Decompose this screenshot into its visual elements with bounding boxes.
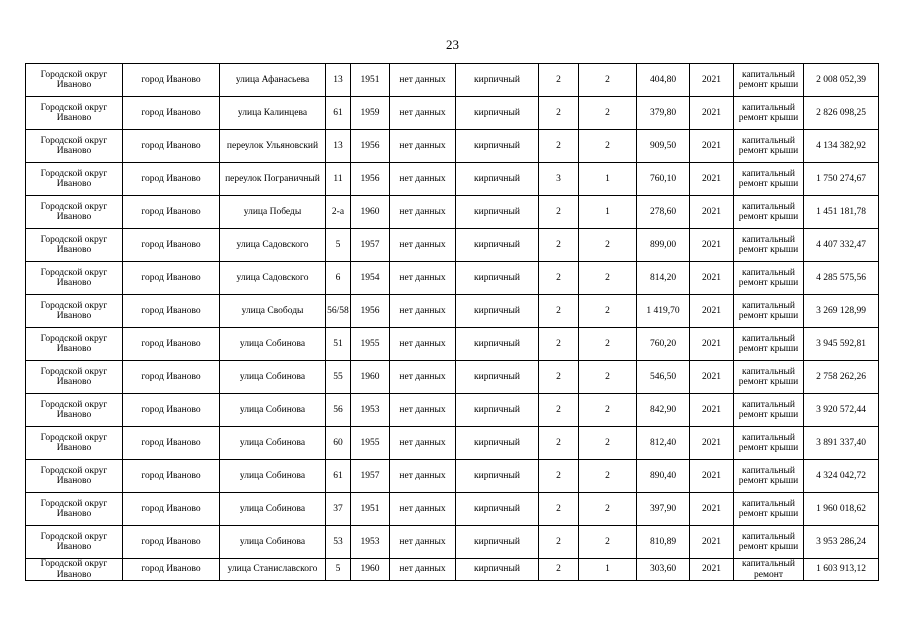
last-overhaul-cell: нет данных xyxy=(390,97,456,130)
city-cell: город Иваново xyxy=(123,229,220,262)
floors-cell: 2 xyxy=(539,427,579,460)
planned-year-cell: 2021 xyxy=(690,460,734,493)
entrances-cell: 1 xyxy=(579,559,637,581)
floors-cell: 2 xyxy=(539,295,579,328)
work-type-cell xyxy=(734,361,804,394)
district-cell: Городской округ Иваново xyxy=(26,460,123,493)
city-cell: город Иваново xyxy=(123,262,220,295)
house-number-cell: 11 xyxy=(326,163,351,196)
district-cell: Городской округ Иваново xyxy=(26,196,123,229)
year-built-cell: 1956 xyxy=(351,130,390,163)
floors-cell: 2 xyxy=(539,64,579,97)
entrances-cell: 2 xyxy=(579,262,637,295)
floors-cell: 2 xyxy=(539,361,579,394)
wall-material-cell: кирпичный xyxy=(456,361,539,394)
city-cell: город Иваново xyxy=(123,493,220,526)
year-built-cell: 1956 xyxy=(351,295,390,328)
wall-material-cell: кирпичный xyxy=(456,97,539,130)
year-built-cell: 1955 xyxy=(351,328,390,361)
wall-material-cell: кирпичный xyxy=(456,64,539,97)
house-number-cell: 61 xyxy=(326,460,351,493)
work-type-cell xyxy=(734,262,804,295)
table-row xyxy=(26,361,879,394)
last-overhaul-cell: нет данных xyxy=(390,295,456,328)
table-row xyxy=(26,493,879,526)
last-overhaul-cell: нет данных xyxy=(390,229,456,262)
work-type-cell xyxy=(734,427,804,460)
city-cell: город Иваново xyxy=(123,328,220,361)
table-row xyxy=(26,328,879,361)
floors-cell: 2 xyxy=(539,394,579,427)
district-cell: Городской округ Иваново xyxy=(26,163,123,196)
year-built-cell: 1951 xyxy=(351,493,390,526)
area-cell: 909,50 xyxy=(637,130,690,163)
last-overhaul-cell: нет данных xyxy=(390,361,456,394)
floors-cell: 2 xyxy=(539,526,579,559)
planned-year-cell: 2021 xyxy=(690,427,734,460)
cost-cell: 3 269 128,99 xyxy=(804,295,879,328)
work-type-text: капитальный ремонт крыши xyxy=(738,135,799,156)
street-cell: улица Садовского xyxy=(220,229,326,262)
work-type-text: капитальный ремонт крыши xyxy=(738,366,799,387)
street-cell: улица Победы xyxy=(220,196,326,229)
city-cell: город Иваново xyxy=(123,163,220,196)
house-number-cell: 53 xyxy=(326,526,351,559)
area-cell: 760,10 xyxy=(637,163,690,196)
work-type-cell xyxy=(734,526,804,559)
wall-material-cell: кирпичный xyxy=(456,229,539,262)
wall-material-cell: кирпичный xyxy=(456,559,539,581)
entrances-cell: 2 xyxy=(579,526,637,559)
entrances-cell: 2 xyxy=(579,295,637,328)
street-cell: переулок Пограничный xyxy=(220,163,326,196)
year-built-cell: 1959 xyxy=(351,97,390,130)
entrances-cell: 2 xyxy=(579,97,637,130)
street-cell: улица Калинцева xyxy=(220,97,326,130)
work-type-cell xyxy=(734,493,804,526)
work-type-cell xyxy=(734,163,804,196)
district-cell: Городской округ Иваново xyxy=(26,295,123,328)
floors-cell: 2 xyxy=(539,493,579,526)
floors-cell: 2 xyxy=(539,97,579,130)
area-cell: 842,90 xyxy=(637,394,690,427)
planned-year-cell: 2021 xyxy=(690,196,734,229)
house-number-cell: 55 xyxy=(326,361,351,394)
cost-cell: 1 750 274,67 xyxy=(804,163,879,196)
work-type-cell xyxy=(734,559,804,581)
work-type-text: капитальный ремонт крыши xyxy=(738,531,799,552)
street-cell: улица Афанасьева xyxy=(220,64,326,97)
house-number-cell: 2-а xyxy=(326,196,351,229)
table-row xyxy=(26,64,879,97)
entrances-cell: 2 xyxy=(579,229,637,262)
entrances-cell: 2 xyxy=(579,427,637,460)
planned-year-cell: 2021 xyxy=(690,394,734,427)
wall-material-cell: кирпичный xyxy=(456,196,539,229)
table-row xyxy=(26,97,879,130)
floors-cell: 2 xyxy=(539,328,579,361)
last-overhaul-cell: нет данных xyxy=(390,328,456,361)
district-cell: Городской округ Иваново xyxy=(26,130,123,163)
floors-cell: 2 xyxy=(539,262,579,295)
table-row xyxy=(26,427,879,460)
table-row xyxy=(26,559,879,581)
street-cell: улица Собинова xyxy=(220,427,326,460)
year-built-cell: 1954 xyxy=(351,262,390,295)
area-cell: 814,20 xyxy=(637,262,690,295)
wall-material-cell: кирпичный xyxy=(456,130,539,163)
page-number: 23 xyxy=(446,37,459,52)
cost-cell: 2 008 052,39 xyxy=(804,64,879,97)
city-cell: город Иваново xyxy=(123,97,220,130)
work-type-cell xyxy=(734,97,804,130)
table-row xyxy=(26,229,879,262)
cost-cell: 3 945 592,81 xyxy=(804,328,879,361)
work-type-text: капитальный ремонт крыши xyxy=(738,69,799,90)
cost-cell: 3 891 337,40 xyxy=(804,427,879,460)
work-type-cell xyxy=(734,196,804,229)
work-type-text: капитальный ремонт крыши xyxy=(738,201,799,222)
cost-cell: 1 603 913,12 xyxy=(804,559,879,581)
cost-cell: 4 134 382,92 xyxy=(804,130,879,163)
work-type-text: капитальный ремонт крыши xyxy=(738,465,799,486)
last-overhaul-cell: нет данных xyxy=(390,130,456,163)
city-cell: город Иваново xyxy=(123,64,220,97)
planned-year-cell: 2021 xyxy=(690,64,734,97)
area-cell: 760,20 xyxy=(637,328,690,361)
work-type-text: капитальный ремонт крыши xyxy=(738,102,799,123)
table-row xyxy=(26,130,879,163)
cost-cell: 2 758 262,26 xyxy=(804,361,879,394)
entrances-cell: 2 xyxy=(579,460,637,493)
cost-cell: 4 324 042,72 xyxy=(804,460,879,493)
year-built-cell: 1953 xyxy=(351,394,390,427)
planned-year-cell: 2021 xyxy=(690,559,734,581)
area-cell: 278,60 xyxy=(637,196,690,229)
planned-year-cell: 2021 xyxy=(690,130,734,163)
city-cell: город Иваново xyxy=(123,196,220,229)
table-row xyxy=(26,163,879,196)
area-cell: 810,89 xyxy=(637,526,690,559)
work-type-text: капитальный ремонт крыши xyxy=(738,333,799,354)
cost-cell: 1 451 181,78 xyxy=(804,196,879,229)
work-type-cell xyxy=(734,460,804,493)
last-overhaul-cell: нет данных xyxy=(390,493,456,526)
city-cell: город Иваново xyxy=(123,130,220,163)
work-type-cell xyxy=(734,394,804,427)
work-type-text: капитальный ремонт крыши xyxy=(738,498,799,519)
house-number-cell: 37 xyxy=(326,493,351,526)
last-overhaul-cell: нет данных xyxy=(390,196,456,229)
cost-cell: 4 285 575,56 xyxy=(804,262,879,295)
entrances-cell: 2 xyxy=(579,328,637,361)
wall-material-cell: кирпичный xyxy=(456,493,539,526)
street-cell: улица Станиславского xyxy=(220,559,326,581)
cost-cell: 3 953 286,24 xyxy=(804,526,879,559)
district-cell: Городской округ Иваново xyxy=(26,427,123,460)
entrances-cell: 1 xyxy=(579,163,637,196)
city-cell: город Иваново xyxy=(123,559,220,581)
last-overhaul-cell: нет данных xyxy=(390,163,456,196)
wall-material-cell: кирпичный xyxy=(456,526,539,559)
work-type-text: капитальный ремонт крыши xyxy=(738,267,799,288)
house-number-cell: 5 xyxy=(326,559,351,581)
floors-cell: 2 xyxy=(539,196,579,229)
wall-material-cell: кирпичный xyxy=(456,262,539,295)
table-row xyxy=(26,526,879,559)
district-cell: Городской округ Иваново xyxy=(26,97,123,130)
work-type-text: капитальный ремонт крыши xyxy=(738,234,799,255)
cost-cell: 2 826 098,25 xyxy=(804,97,879,130)
entrances-cell: 1 xyxy=(579,196,637,229)
wall-material-cell: кирпичный xyxy=(456,460,539,493)
year-built-cell: 1957 xyxy=(351,460,390,493)
house-number-cell: 13 xyxy=(326,130,351,163)
street-cell: переулок Ульяновский xyxy=(220,130,326,163)
last-overhaul-cell: нет данных xyxy=(390,394,456,427)
house-number-cell: 5 xyxy=(326,229,351,262)
wall-material-cell: кирпичный xyxy=(456,427,539,460)
area-cell: 890,40 xyxy=(637,460,690,493)
district-cell: Городской округ Иваново xyxy=(26,64,123,97)
entrances-cell: 2 xyxy=(579,394,637,427)
year-built-cell: 1960 xyxy=(351,361,390,394)
planned-year-cell: 2021 xyxy=(690,295,734,328)
work-type-text: капитальный ремонт крыши xyxy=(738,300,799,321)
district-cell: Городской округ Иваново xyxy=(26,559,123,581)
city-cell: город Иваново xyxy=(123,460,220,493)
floors-cell: 2 xyxy=(539,559,579,581)
planned-year-cell: 2021 xyxy=(690,163,734,196)
street-cell: улица Свободы xyxy=(220,295,326,328)
area-cell: 1 419,70 xyxy=(637,295,690,328)
entrances-cell: 2 xyxy=(579,361,637,394)
district-cell: Городской округ Иваново xyxy=(26,328,123,361)
table-row xyxy=(26,262,879,295)
district-cell: Городской округ Иваново xyxy=(26,394,123,427)
last-overhaul-cell: нет данных xyxy=(390,460,456,493)
district-cell: Городской округ Иваново xyxy=(26,361,123,394)
city-cell: город Иваново xyxy=(123,394,220,427)
work-type-text: капитальный ремонт крыши xyxy=(738,399,799,420)
planned-year-cell: 2021 xyxy=(690,262,734,295)
district-cell: Городской округ Иваново xyxy=(26,229,123,262)
planned-year-cell: 2021 xyxy=(690,361,734,394)
floors-cell: 2 xyxy=(539,130,579,163)
work-type-text: капитальный ремонт крыши xyxy=(738,168,799,189)
street-cell: улица Собинова xyxy=(220,394,326,427)
district-cell: Городской округ Иваново xyxy=(26,526,123,559)
city-cell: город Иваново xyxy=(123,427,220,460)
street-cell: улица Садовского xyxy=(220,262,326,295)
city-cell: город Иваново xyxy=(123,526,220,559)
cost-cell: 1 960 018,62 xyxy=(804,493,879,526)
work-type-cell xyxy=(734,328,804,361)
wall-material-cell: кирпичный xyxy=(456,163,539,196)
house-number-cell: 13 xyxy=(326,64,351,97)
district-cell: Городской округ Иваново xyxy=(26,262,123,295)
area-cell: 404,80 xyxy=(637,64,690,97)
year-built-cell: 1955 xyxy=(351,427,390,460)
street-cell: улица Собинова xyxy=(220,460,326,493)
floors-cell: 3 xyxy=(539,163,579,196)
area-cell: 812,40 xyxy=(637,427,690,460)
planned-year-cell: 2021 xyxy=(690,493,734,526)
wall-material-cell: кирпичный xyxy=(456,295,539,328)
table-row xyxy=(26,295,879,328)
year-built-cell: 1953 xyxy=(351,526,390,559)
house-number-cell: 51 xyxy=(326,328,351,361)
table-row xyxy=(26,196,879,229)
work-type-text: капитальный ремонт xyxy=(742,559,795,580)
wall-material-cell: кирпичный xyxy=(456,328,539,361)
table-row xyxy=(26,460,879,493)
house-number-cell: 6 xyxy=(326,262,351,295)
entrances-cell: 2 xyxy=(579,493,637,526)
city-cell: город Иваново xyxy=(123,295,220,328)
street-cell: улица Собинова xyxy=(220,526,326,559)
work-type-text: капитальный ремонт крыши xyxy=(738,432,799,453)
city-cell: город Иваново xyxy=(123,361,220,394)
planned-year-cell: 2021 xyxy=(690,229,734,262)
last-overhaul-cell: нет данных xyxy=(390,559,456,581)
year-built-cell: 1951 xyxy=(351,64,390,97)
cost-cell: 3 920 572,44 xyxy=(804,394,879,427)
last-overhaul-cell: нет данных xyxy=(390,526,456,559)
last-overhaul-cell: нет данных xyxy=(390,427,456,460)
area-cell: 303,60 xyxy=(637,559,690,581)
planned-year-cell: 2021 xyxy=(690,97,734,130)
work-type-cell xyxy=(734,229,804,262)
last-overhaul-cell: нет данных xyxy=(390,262,456,295)
entrances-cell: 2 xyxy=(579,130,637,163)
table-row xyxy=(26,394,879,427)
area-cell: 379,80 xyxy=(637,97,690,130)
house-number-cell: 56 xyxy=(326,394,351,427)
year-built-cell: 1957 xyxy=(351,229,390,262)
wall-material-cell: кирпичный xyxy=(456,394,539,427)
work-type-cell xyxy=(734,295,804,328)
house-number-cell: 56/58 xyxy=(326,295,351,328)
entrances-cell: 2 xyxy=(579,64,637,97)
house-number-cell: 60 xyxy=(326,427,351,460)
area-cell: 397,90 xyxy=(637,493,690,526)
street-cell: улица Собинова xyxy=(220,361,326,394)
year-built-cell: 1960 xyxy=(351,559,390,581)
area-cell: 899,00 xyxy=(637,229,690,262)
table-body xyxy=(26,64,879,581)
street-cell: улица Собинова xyxy=(220,493,326,526)
work-type-cell xyxy=(734,130,804,163)
floors-cell: 2 xyxy=(539,229,579,262)
last-overhaul-cell: нет данных xyxy=(390,64,456,97)
cost-cell: 4 407 332,47 xyxy=(804,229,879,262)
planned-year-cell: 2021 xyxy=(690,526,734,559)
district-cell: Городской округ Иваново xyxy=(26,493,123,526)
area-cell: 546,50 xyxy=(637,361,690,394)
house-number-cell: 61 xyxy=(326,97,351,130)
street-cell: улица Собинова xyxy=(220,328,326,361)
floors-cell: 2 xyxy=(539,460,579,493)
planned-year-cell: 2021 xyxy=(690,328,734,361)
work-type-cell xyxy=(734,64,804,97)
year-built-cell: 1956 xyxy=(351,163,390,196)
year-built-cell: 1960 xyxy=(351,196,390,229)
housing-registry-table xyxy=(25,63,879,581)
